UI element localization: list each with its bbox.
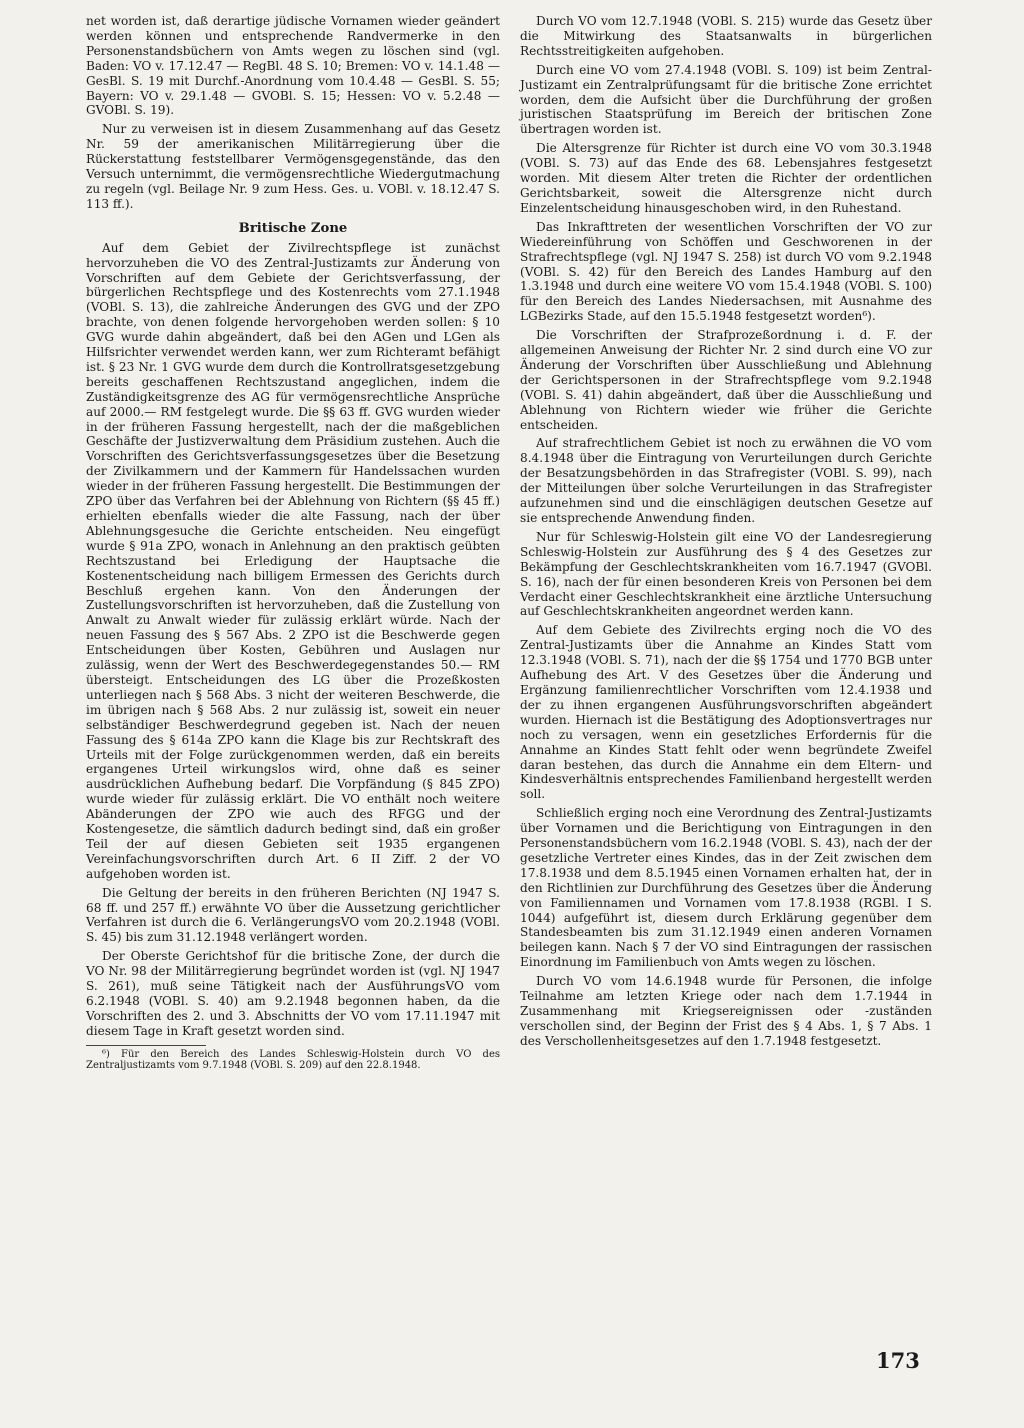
paragraph: net worden ist, daß derartige jüdische Vornamen wieder geändert werden können und entsprechende Randvermerke in den Personenstandsbüchern von Amts wegen zu löschen sind (vgl. Baden: VO v. 17.12.47 — RegBl. 48 S. 10; Bremen: VO v. 14.1.48 — GesBl. S. 19 mit Durchf.-Anordnung vom 10.4.48 — GesBl. S. 55; Bayern: VO v. 29.1.48 — GVOBl. S. 15; Hessen: VO v. 5.2.48 — GVOBl. S. 19). xyxy=(86,14,500,118)
footnote: ⁶) Für den Bereich des Landes Schleswig-Holstein durch VO des Zentraljustizamts vom 9.7.1948 (VOBl. S. 209) auf den 22.8.1948. xyxy=(86,1048,500,1072)
paragraph: Durch VO vom 14.6.1948 wurde für Personen, die infolge Teilnahme am letzten Kriege oder nach dem 1.7.1944 in Zusammenhang mit Kriegsereignissen oder -zuständen verschollen sind, der Beginn der Frist des § 4 Abs. 1, § 7 Abs. 1 des Verschollenheitsgesetzes auf den 1.7.1948 festgesetzt. xyxy=(520,974,932,1048)
paragraph: Der Oberste Gerichtshof für die britische Zone, der durch die VO Nr. 98 der Militärregierung begründet worden ist (vgl. NJ 1947 S. 261), muß seine Tätigkeit nach der AusführungsVO vom 6.2.1948 (VOBl. S. 40) am 9.2.1948 begonnen haben, da die Vorschriften des 2. und 3. Abschnitts der VO vom 17.11.1947 mit diesem Tage in Kraft gesetzt worden sind. xyxy=(86,949,500,1038)
paragraph: Durch eine VO vom 27.4.1948 (VOBl. S. 109) ist beim Zentral-Justizamt ein Zentralprüfungsamt für die britische Zone errichtet worden, dem die Aufsicht über die Durchführung der großen juristischen Staatsprüfung im Bereich der britischen Zone übertragen worden ist. xyxy=(520,62,932,137)
page-number: 173 xyxy=(876,1348,920,1373)
paragraph: Nur für Schleswig-Holstein gilt eine VO der Landesregierung Schleswig-Holstein zur Ausführung des § 4 des Gesetzes zur Bekämpfung der Geschlechtskrankheiten vom 16.7.1947 (GVOBl. S. 16), nach der für einen besonderen Kreis von Personen bei dem Verdacht einer Geschlechtskrankheit eine ärztliche Untersuchung auf Geschlechtskrankheiten angeordnet werden kann. xyxy=(520,529,932,619)
paragraph: Auf dem Gebiet der Zivilrechtspflege ist zunächst hervorzuheben die VO des Zentral-Justizamts zur Änderung von Vorschriften auf dem Gebiete der Gerichtsverfassung, der bürgerlichen Rechtspflege und des Kostenrechts vom 27.1.1948 (VOBl. S. 13), die zahlreiche Änderungen des GVG und der ZPO brachte, von denen folgende hervorgehoben werden sollen: § 10 GVG wurde dahin abgeändert, daß bei den AGen und LGen als Hilfsrichter verwendet werden kann, wer zum Richteramt befähigt ist. § 23 Nr. 1 GVG wurde dem durch die Kontrollratsgesetzgebung bereits geschaffenen Rechtszustand angeglichen, indem die Zuständigkeitsgrenze des AG für vermögensrechtliche Ansprüche auf 2000.— RM festgelegt wurde. Die §§ 63 ff. GVG wurden wieder in der früheren Fassung hergestellt, nach der die maßgeblichen Geschäfte der Justizverwaltung dem Präsidium zustehen. Auch die Vorschriften des Gerichtsverfassungsgesetzes über die Besetzung der Zivilkammern und der Kammern für Handelssachen wurden wieder in der früheren Fassung hergestellt. Die Bestimmungen der ZPO über das Verfahren bei der Ablehnung von Richtern (§§ 45 ff.) erhielten ebenfalls wieder die alte Fassung, nach der über Ablehnungsgesuche die Gerichte entscheiden. Neu eingefügt wurde § 91a ZPO, wonach in Anlehnung an den praktisch geübten Rechtszustand bei Erledigung der Hauptsache die Kostenentscheidung nach billigem Ermessen des Gerichts durch Beschluß ergehen kann. Von den Änderungen der Zustellungsvorschriften ist hervorzuheben, daß die Zustellung von Anwalt zu Anwalt wieder für zulässig erklärt würde. Nach der neuen Fassung des § 567 Abs. 2 ZPO ist die Beschwerde gegen Entscheidungen über Kosten, Gebühren und Auslagen nur zulässig, wenn der Wert des Beschwerdegegenstandes 50.— RM übersteigt. Entscheidungen des LG über die Prozeßkosten unterliegen nach § 568 Abs. 3 nicht der weiteren Beschwerde, die im übrigen nach § 568 Abs. 2 nur zulässig ist, soweit ein neuer selbständiger Beschwerdegrund gegeben ist. Nach der neuen Fassung des § 614a ZPO kann die Klage bis zur Rechtskraft des Urteils mit der Folge zurückgenommen werden, daß ein bereits ergangenes Urteil wirkungslos wird, ohne daß es seiner ausdrücklichen Aufhebung bedarf. Die Vorpfändung (§ 845 ZPO) wurde wieder für zulässig erklärt. Die VO enthält noch weitere Abänderungen der ZPO wie auch des RFGG und der Kostengesetze, die sämtlich dadurch bedingt sind, daß ein großer Teil der auf diesen Gebieten seit 1935 ergangenen Vereinfachungsvorschriften durch Art. 6 II Ziff. 2 der VO aufgehoben worden ist. xyxy=(86,240,500,881)
left-column xyxy=(86,14,500,1072)
right-column xyxy=(520,14,932,1053)
paragraph: Auf strafrechtlichem Gebiet ist noch zu erwähnen die VO vom 8.4.1948 über die Eintragung von Verurteilungen durch Gerichte der Besatzungsbehörden in das Strafregister (VOBl. S. 99), nach der Mitteilungen über solche Verurteilungen in das Strafregister aufzunehmen sind und die einschlägigen deutschen Gesetze auf sie entsprechende Anwendung finden. xyxy=(520,436,932,525)
paragraph: Schließlich erging noch eine Verordnung des Zentral-Justizamts über Vornamen und die Berichtigung von Eintragungen in den Personenstandsbüchern vom 16.2.1948 (VOBl. S. 43), nach der der gesetzliche Vertreter eines Kindes, das in der Zeit zwischen dem 17.8.1938 und dem 8.5.1945 einen Vornamen erhalten hat, der in den Richtlinien zur Durchführung des Gesetzes über die Änderung von Familiennamen und Vornamen vom 17.8.1938 (RGBl. I S. 1044) aufgeführt ist, diesem durch Erklärung gegenüber dem Standesbeamten bis zum 31.12.1949 einen anderen Vornamen beilegen kann. Nach § 7 der VO sind Eintragungen der rassischen Einordnung im Familienbuch von Amts wegen zu löschen. xyxy=(520,806,932,970)
paragraph: Die Vorschriften der Strafprozeßordnung i. d. F. der allgemeinen Anweisung der Richter Nr. 2 sind durch eine VO zur Änderung der Vorschriften über Ausschließung und Ablehnung der Gerichtspersonen in der Strafrechtspflege vom 9.2.1948 (VOBl. S. 41) dahin abgeändert, daß über die Ausschließung und Ablehnung von Richtern wieder wie früher die Gerichte entscheiden. xyxy=(520,328,932,432)
paragraph: Auf dem Gebiete des Zivilrechts erging noch die VO des Zentral-Justizamts über die Annahme an Kindes Statt vom 12.3.1948 (VOBl. S. 71), nach der die §§ 1754 und 1770 BGB unter Aufhebung des Art. V des Gesetzes über die Änderung und Ergänzung familienrechtlicher Vorschriften vom 12.4.1938 und der zu ihnen ergangenen Ausführungsvorschriften abgeändert wurden. Hiernach ist die Bestätigung des Adoptionsvertrages nur noch zu versagen, wenn ein gesetzliches Erfordernis für die Annahme an Kindes Statt fehlt oder wenn begründete Zweifel daran bestehen, das durch die Annahme ein dem Eltern- und Kindesverhältnis entsprechendes Familienband hergestellt werden soll. xyxy=(520,623,932,802)
paragraph: Die Altersgrenze für Richter ist durch eine VO vom 30.3.1948 (VOBl. S. 73) auf das Ende des 68. Lebensjahres festgesetzt worden. Mit diesem Alter treten die Richter der ordentlichen Gerichtsbarkeit, soweit die Altersgrenze nicht durch Einzelentscheidung hinausgeschoben wird, in den Ruhestand. xyxy=(520,141,932,215)
paragraph: Durch VO vom 12.7.1948 (VOBl. S. 215) wurde das Gesetz über die Mitwirkung des Staatsanwalts in bürgerlichen Rechtsstreitigkeiten aufgehoben. xyxy=(520,14,932,58)
paragraph: Das Inkrafttreten der wesentlichen Vorschriften der VO zur Wiedereinführung von Schöffen und Geschworenen in der Strafrechtspflege (vgl. NJ 1947 S. 258) ist durch VO vom 9.2.1948 (VOBl. S. 42) für den Bereich des Landes Hamburg auf den 1.3.1948 und durch eine weitere VO vom 15.4.1948 (VOBl. S. 100) für den Bereich des Landes Niedersachsen, mit Ausnahme des LGBezirks Stade, auf den 15.5.1948 festgesetzt worden⁶). xyxy=(520,219,932,324)
paragraph: Nur zu verweisen ist in diesem Zusammenhang auf das Gesetz Nr. 59 der amerikanischen Militärregierung über die Rückerstattung feststellbarer Vermögensgegenstände, das den Versuch unternimmt, die vermögensrechtliche Wiedergutmachung zu regeln (vgl. Beilage Nr. 9 zum Hess. Ges. u. VOBl. v. 18.12.47 S. 113 ff.). xyxy=(86,122,500,211)
section-heading: Britische Zone xyxy=(238,220,348,236)
paragraph: Die Geltung der bereits in den früheren Berichten (NJ 1947 S. 68 ff. und 257 ff.) erwähnte VO über die Aussetzung gerichtlicher Verfahren ist durch die 6. VerlängerungsVO vom 20.2.1948 (VOBl. S. 45) bis zum 31.12.1948 verlängert worden. xyxy=(86,885,500,945)
